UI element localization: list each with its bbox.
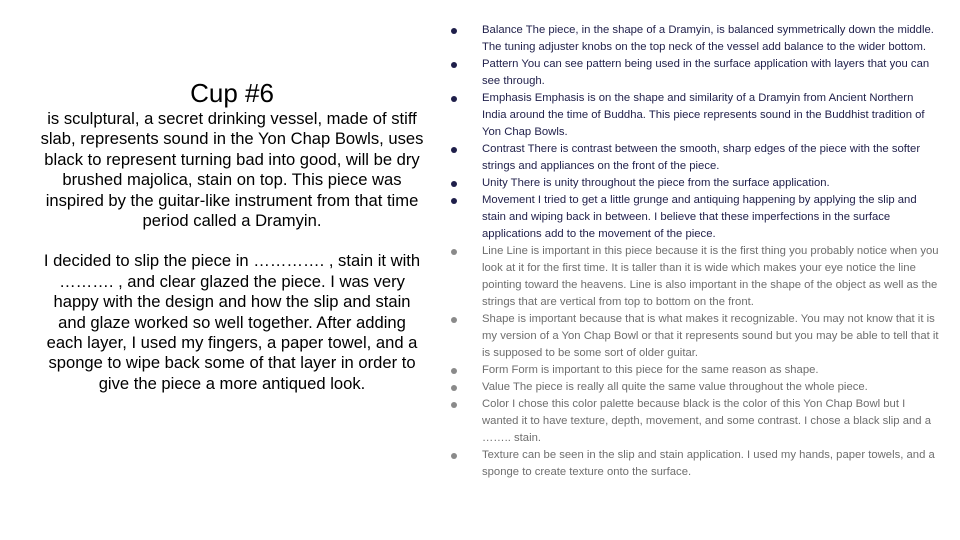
list-item-text: Color I chose this color palette because black is the color of this Yon Chap Bowl but I wanted it to have texture, depth, movement, and some contrast. I chose a black slip and a …….. stain.	[482, 398, 931, 444]
list-item	[449, 175, 939, 192]
bullet-dot-icon	[451, 147, 457, 153]
bullet-dot-icon	[451, 453, 457, 459]
list-item	[449, 192, 939, 243]
bullet-dot-icon	[451, 317, 457, 323]
bullet-dot-icon	[451, 198, 457, 204]
bullet-dot-icon	[451, 28, 457, 34]
list-item-text: Value The piece is really all quite the same value throughout the whole piece.	[482, 381, 868, 393]
bullet-dot-icon	[451, 62, 457, 68]
bullet-dot-icon	[451, 249, 457, 255]
list-item-text: Texture can be seen in the slip and stain application. I used my hands, paper towels, and a sponge to create texture onto the surface.	[482, 449, 935, 478]
bullet-dot-icon	[451, 96, 457, 102]
list-item	[449, 56, 939, 90]
description-paragraph: is sculptural, a secret drinking vessel, made of stiff slab, represents sound in the Yon Chap Bowls, uses black to represent turning bad into good, will be dry brushed majolica, stain on top. This piece was inspired by the guitar-like instrument from that time period called a Dramyin.	[40, 109, 424, 231]
bullet-dot-icon	[451, 402, 457, 408]
list-item	[449, 90, 939, 141]
process-paragraph: I decided to slip the piece in …………. , stain it with ………. , and clear glazed the piece. I was very happy with the design and how the slip and stain and glaze worked so well together. After adding each layer, I used my fingers, a paper towel, and a sponge to wipe back some of that layer in order to give the piece a more antiqued look.	[43, 251, 421, 393]
list-item-text: Movement I tried to get a little grunge and antiquing happening by applying the slip and stain and wiping back in between. I believe that these imperfections in the surface applications add to the movement of the piece.	[482, 194, 917, 240]
bullet-dot-icon	[451, 368, 457, 374]
list-item	[449, 396, 939, 447]
left-text-box	[40, 78, 424, 394]
bullet-dot-icon	[451, 181, 457, 187]
list-item	[449, 447, 939, 481]
slide-title: Cup #6	[190, 78, 274, 108]
list-item-text: Shape is important because that is what makes it recognizable. You may not know that it is my version of a Yon Chap Bowl or that it represents sound but you may be able to tell that it is supposed to be some sort of older guitar.	[482, 313, 939, 359]
bullet-list	[449, 22, 939, 481]
bullet-dot-icon	[451, 385, 457, 391]
list-item	[449, 141, 939, 175]
list-item-text: Emphasis Emphasis is on the shape and similarity of a Dramyin from Ancient Northern India around the time of Buddha. This piece represents sound in the Buddhist tradition of Yon Chap Bowls.	[482, 92, 925, 138]
list-item-text: Pattern You can see pattern being used in the surface application with layers that you can see through.	[482, 58, 930, 87]
list-item-text: Balance The piece, in the shape of a Dramyin, is balanced symmetrically down the middle. The tuning adjuster knobs on the top neck of the vessel add balance to the wider bottom.	[482, 24, 934, 53]
list-item-text: Line Line is important in this piece because it is the first thing you probably notice when you look at it for the first time. It is taller than it is wide which makes your eye notice the line pointing toward the heavens. Line is also important in the shape of the object as well as the strings that are vertical from top to bottom on the front.	[482, 245, 939, 308]
list-item-text: Unity There is unity throughout the piece from the surface application.	[482, 177, 830, 189]
design-elements-list	[449, 22, 939, 481]
list-item	[449, 22, 939, 56]
list-item	[449, 311, 939, 362]
list-item-text: Form Form is important to this piece for the same reason as shape.	[482, 364, 819, 376]
list-item-text: Contrast There is contrast between the smooth, sharp edges of the piece with the softer strings and appliances on the front of the piece.	[482, 143, 921, 172]
list-item	[449, 379, 939, 396]
list-item	[449, 362, 939, 379]
paragraph-spacer	[40, 231, 424, 251]
list-item	[449, 243, 939, 311]
